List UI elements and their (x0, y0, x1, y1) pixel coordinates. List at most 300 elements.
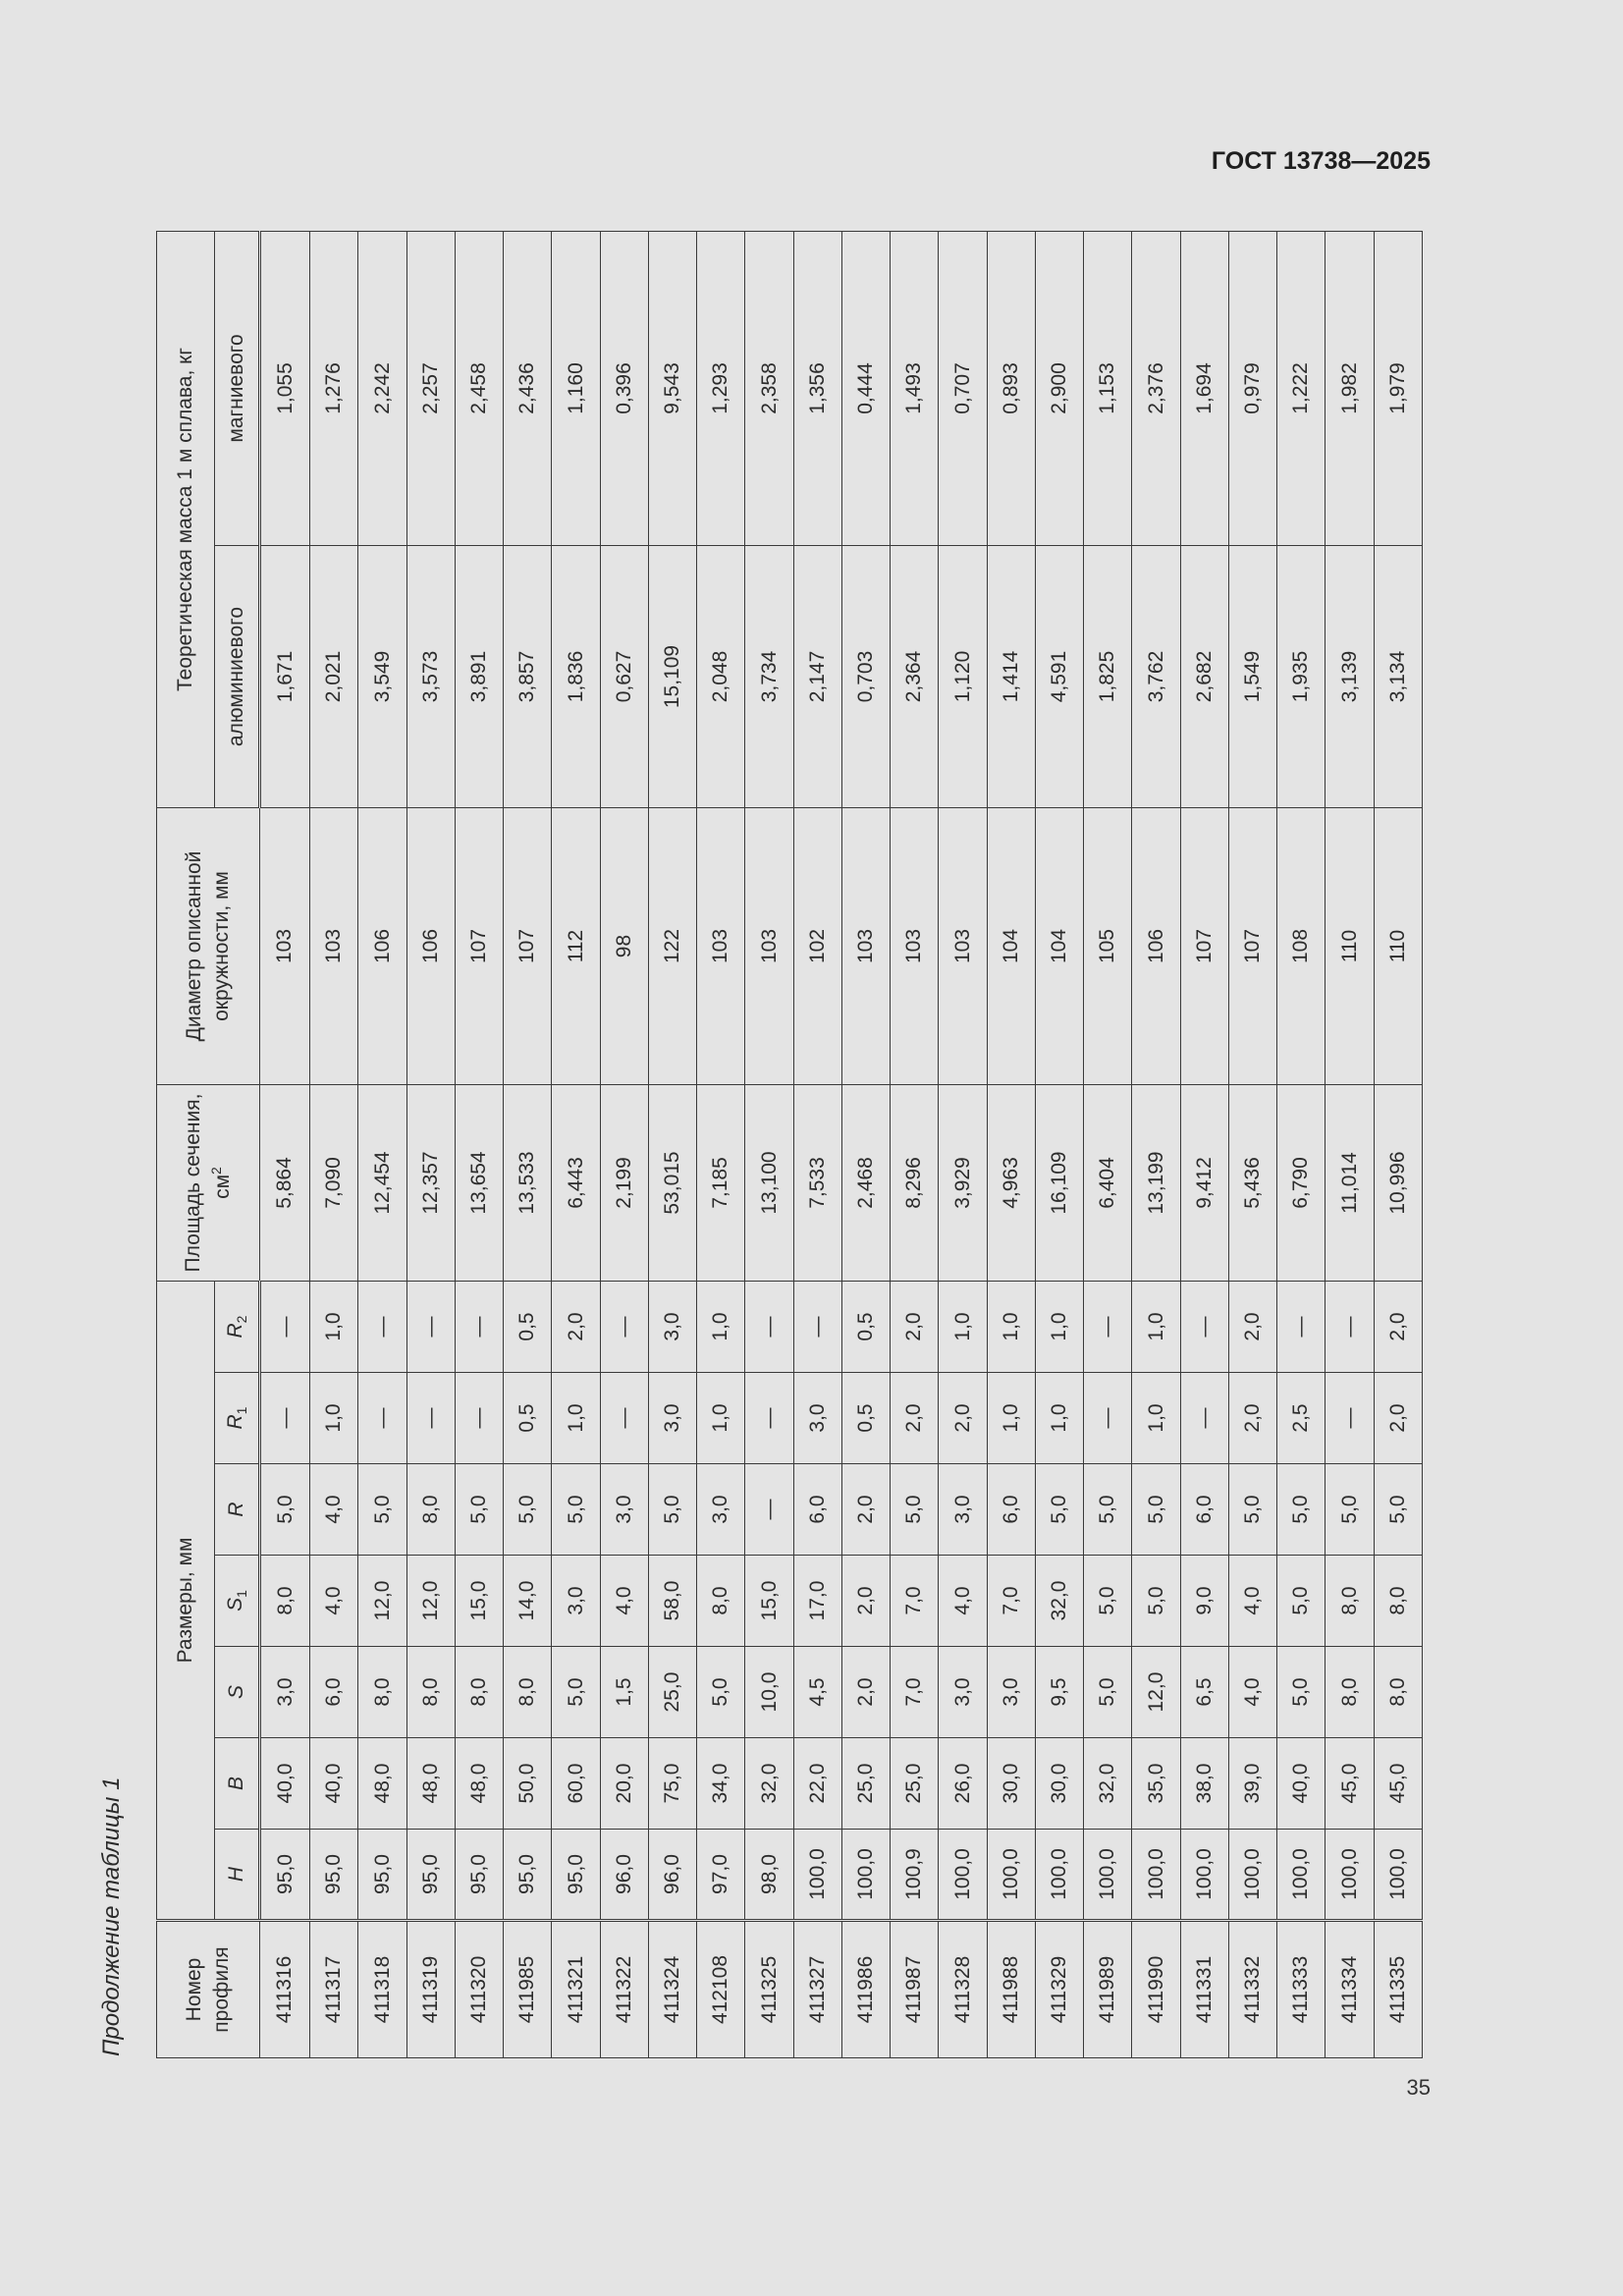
cell-h: 95,0 (455, 1830, 503, 1921)
cell-area: 13,100 (745, 1085, 793, 1282)
header-area (157, 1085, 260, 1282)
cell-s1: 17,0 (793, 1556, 841, 1647)
cell-diameter: 110 (1325, 808, 1374, 1085)
cell-area: 6,404 (1084, 1085, 1132, 1282)
cell-diameter: 107 (1180, 808, 1228, 1085)
cell-mass-aluminum: 2,021 (310, 546, 358, 808)
cell-area: 7,185 (697, 1085, 745, 1282)
cell-r1: — (1084, 1373, 1132, 1464)
cell-h: 100,0 (1228, 1830, 1276, 1921)
cell-r2: — (793, 1282, 841, 1373)
cell-r: 3,0 (939, 1464, 987, 1556)
cell-r2: 2,0 (891, 1282, 939, 1373)
rotated-table-frame (156, 232, 1423, 2058)
cell-mass-magnesium: 2,358 (745, 231, 793, 545)
table-row (455, 231, 503, 2057)
document-number: ГОСТ 13738—2025 (1211, 147, 1431, 175)
cell-r1: — (406, 1373, 455, 1464)
cell-mass-aluminum: 2,682 (1180, 546, 1228, 808)
cell-mass-aluminum: 1,671 (260, 546, 310, 808)
cell-b: 45,0 (1325, 1738, 1374, 1830)
table-row (1180, 231, 1228, 2057)
table-container (156, 232, 1423, 2058)
cell-s1: 4,0 (600, 1556, 648, 1647)
cell-s: 1,5 (600, 1647, 648, 1738)
cell-r: 5,0 (455, 1464, 503, 1556)
cell-diameter: 104 (1035, 808, 1083, 1085)
cell-b: 60,0 (552, 1738, 600, 1830)
cell-mass-aluminum: 2,048 (697, 546, 745, 808)
cell-r2: — (1084, 1282, 1132, 1373)
header-r: R (215, 1464, 260, 1556)
cell-mass-aluminum: 3,857 (504, 546, 552, 808)
cell-h: 100,0 (1035, 1830, 1083, 1921)
cell-s: 9,5 (1035, 1647, 1083, 1738)
cell-r2: 1,0 (939, 1282, 987, 1373)
cell-profile-number: 411990 (1132, 1921, 1180, 2058)
cell-h: 100,0 (1132, 1830, 1180, 1921)
cell-b: 34,0 (697, 1738, 745, 1830)
table-row (648, 231, 696, 2057)
cell-r2: 0,5 (841, 1282, 890, 1373)
cell-mass-aluminum: 1,935 (1277, 546, 1325, 808)
cell-r2: 0,5 (504, 1282, 552, 1373)
cell-mass-magnesium: 2,242 (358, 231, 406, 545)
cell-r2: 1,0 (1132, 1282, 1180, 1373)
cell-diameter: 108 (1277, 808, 1325, 1085)
cell-profile-number: 412108 (697, 1921, 745, 2058)
cell-area: 2,468 (841, 1085, 890, 1282)
cell-r1: 0,5 (841, 1373, 890, 1464)
cell-profile-number: 411331 (1180, 1921, 1228, 2058)
cell-profile-number: 411321 (552, 1921, 600, 2058)
cell-r1: 2,0 (891, 1373, 939, 1464)
header-r2-sub: 2 (234, 1315, 250, 1324)
cell-profile-number: 411328 (939, 1921, 987, 2058)
cell-mass-aluminum: 4,591 (1035, 546, 1083, 808)
cell-r1: — (1325, 1373, 1374, 1464)
cell-r: 5,0 (1132, 1464, 1180, 1556)
cell-b: 32,0 (745, 1738, 793, 1830)
cell-s: 8,0 (1325, 1647, 1374, 1738)
cell-r: 5,0 (1277, 1464, 1325, 1556)
header-profile-number: Номер профиля (157, 1921, 260, 2058)
cell-diameter: 103 (745, 808, 793, 1085)
cell-b: 75,0 (648, 1738, 696, 1830)
cell-r: 8,0 (406, 1464, 455, 1556)
header-mass: Теоретическая масса 1 м сплава, кг (157, 231, 215, 807)
table-row (310, 231, 358, 2057)
cell-s: 5,0 (552, 1647, 600, 1738)
table-row (891, 231, 939, 2057)
table-row (1325, 231, 1374, 2057)
cell-s: 4,0 (1228, 1647, 1276, 1738)
cell-r2: — (1325, 1282, 1374, 1373)
cell-r: 2,0 (841, 1464, 890, 1556)
cell-mass-magnesium: 1,356 (793, 231, 841, 545)
cell-s: 4,5 (793, 1647, 841, 1738)
cell-profile-number: 411322 (600, 1921, 648, 2058)
cell-b: 38,0 (1180, 1738, 1228, 1830)
cell-profile-number: 411988 (987, 1921, 1035, 2058)
cell-s: 25,0 (648, 1647, 696, 1738)
cell-profile-number: 411985 (504, 1921, 552, 2058)
cell-mass-magnesium: 2,900 (1035, 231, 1083, 545)
cell-s1: 8,0 (697, 1556, 745, 1647)
cell-h: 100,0 (1325, 1830, 1374, 1921)
cell-r1: 1,0 (987, 1373, 1035, 1464)
cell-area: 2,199 (600, 1085, 648, 1282)
cell-mass-aluminum: 3,139 (1325, 546, 1374, 808)
table-body (260, 231, 1423, 2057)
cell-mass-aluminum: 2,364 (891, 546, 939, 808)
cell-r: 6,0 (793, 1464, 841, 1556)
cell-s1: 4,0 (939, 1556, 987, 1647)
cell-mass-magnesium: 0,893 (987, 231, 1035, 545)
cell-profile-number: 411987 (891, 1921, 939, 2058)
cell-s: 10,0 (745, 1647, 793, 1738)
cell-r2: — (1277, 1282, 1325, 1373)
table-row (552, 231, 600, 2057)
cell-area: 6,443 (552, 1085, 600, 1282)
cell-area: 9,412 (1180, 1085, 1228, 1282)
cell-r2: 1,0 (1035, 1282, 1083, 1373)
header-r1-base: R (223, 1414, 246, 1430)
cell-diameter: 103 (891, 808, 939, 1085)
cell-h: 95,0 (406, 1830, 455, 1921)
cell-mass-aluminum: 2,147 (793, 546, 841, 808)
cell-r: 3,0 (600, 1464, 648, 1556)
cell-s1: 15,0 (455, 1556, 503, 1647)
cell-r1: 3,0 (648, 1373, 696, 1464)
cell-r2: 2,0 (1228, 1282, 1276, 1373)
cell-s1: 32,0 (1035, 1556, 1083, 1647)
cell-b: 22,0 (793, 1738, 841, 1830)
cell-r: 5,0 (891, 1464, 939, 1556)
cell-r2: — (406, 1282, 455, 1373)
cell-mass-magnesium: 0,979 (1228, 231, 1276, 545)
cell-r1: — (455, 1373, 503, 1464)
cell-r: 5,0 (358, 1464, 406, 1556)
cell-s: 7,0 (891, 1647, 939, 1738)
cell-mass-magnesium: 1,694 (1180, 231, 1228, 545)
table-caption: Продолжение таблицы 1 (98, 1777, 125, 2056)
cell-profile-number: 411333 (1277, 1921, 1325, 2058)
cell-s: 3,0 (987, 1647, 1035, 1738)
cell-h: 100,0 (1374, 1830, 1422, 1921)
cell-s1: 2,0 (841, 1556, 890, 1647)
cell-mass-magnesium: 0,444 (841, 231, 890, 545)
cell-r: 6,0 (1180, 1464, 1228, 1556)
cell-s1: 12,0 (358, 1556, 406, 1647)
cell-area: 16,109 (1035, 1085, 1083, 1282)
cell-mass-aluminum: 1,836 (552, 546, 600, 808)
cell-profile-number: 411317 (310, 1921, 358, 2058)
cell-area: 7,090 (310, 1085, 358, 1282)
header-dimensions: Размеры, мм (157, 1282, 215, 1921)
cell-r1: 1,0 (1035, 1373, 1083, 1464)
cell-area: 12,357 (406, 1085, 455, 1282)
cell-r: 5,0 (1035, 1464, 1083, 1556)
cell-r1: — (1180, 1373, 1228, 1464)
cell-s: 8,0 (406, 1647, 455, 1738)
cell-s1: 4,0 (310, 1556, 358, 1647)
cell-b: 25,0 (841, 1738, 890, 1830)
table-row (793, 231, 841, 2057)
cell-profile-number: 411318 (358, 1921, 406, 2058)
cell-r1: 1,0 (552, 1373, 600, 1464)
cell-profile-number: 411319 (406, 1921, 455, 2058)
cell-b: 40,0 (1277, 1738, 1325, 1830)
cell-area: 13,199 (1132, 1085, 1180, 1282)
cell-diameter: 103 (841, 808, 890, 1085)
cell-mass-magnesium: 9,543 (648, 231, 696, 545)
cell-diameter: 106 (1132, 808, 1180, 1085)
cell-s1: 5,0 (1132, 1556, 1180, 1647)
cell-area: 4,963 (987, 1085, 1035, 1282)
header-s1-base: S (223, 1597, 246, 1612)
cell-area: 7,533 (793, 1085, 841, 1282)
cell-r: 3,0 (697, 1464, 745, 1556)
cell-r1: 1,0 (697, 1373, 745, 1464)
cell-area: 13,533 (504, 1085, 552, 1282)
cell-h: 100,9 (891, 1830, 939, 1921)
cell-s1: 8,0 (1374, 1556, 1422, 1647)
cell-mass-magnesium: 0,396 (600, 231, 648, 545)
cell-area: 10,996 (1374, 1085, 1422, 1282)
cell-mass-aluminum: 3,762 (1132, 546, 1180, 808)
table-row (358, 231, 406, 2057)
cell-mass-aluminum: 1,414 (987, 546, 1035, 808)
cell-r: 5,0 (552, 1464, 600, 1556)
cell-b: 45,0 (1374, 1738, 1422, 1830)
cell-s: 5,0 (697, 1647, 745, 1738)
header-area-sup: 2 (208, 1167, 224, 1175)
cell-mass-aluminum: 3,891 (455, 546, 503, 808)
cell-area: 12,454 (358, 1085, 406, 1282)
cell-r1: 1,0 (1132, 1373, 1180, 1464)
cell-area: 8,296 (891, 1085, 939, 1282)
cell-b: 30,0 (1035, 1738, 1083, 1830)
table-row (745, 231, 793, 2057)
cell-diameter: 110 (1374, 808, 1422, 1085)
table-row (1084, 231, 1132, 2057)
cell-r2: — (745, 1282, 793, 1373)
cell-diameter: 106 (358, 808, 406, 1085)
cell-h: 95,0 (504, 1830, 552, 1921)
cell-s: 6,0 (310, 1647, 358, 1738)
header-r2-base: R (223, 1323, 246, 1339)
table-row (504, 231, 552, 2057)
cell-diameter: 107 (455, 808, 503, 1085)
header-r1-sub: 1 (234, 1406, 250, 1415)
cell-h: 95,0 (552, 1830, 600, 1921)
cell-r: 5,0 (1374, 1464, 1422, 1556)
table-row (1035, 231, 1083, 2057)
cell-profile-number: 411332 (1228, 1921, 1276, 2058)
cell-h: 100,0 (793, 1830, 841, 1921)
cell-s1: 4,0 (1228, 1556, 1276, 1647)
cell-s1: 15,0 (745, 1556, 793, 1647)
cell-b: 30,0 (987, 1738, 1035, 1830)
cell-r2: 3,0 (648, 1282, 696, 1373)
cell-s: 2,0 (841, 1647, 890, 1738)
header-h: H (215, 1830, 260, 1921)
header-s1 (215, 1556, 260, 1647)
cell-r: 5,0 (1084, 1464, 1132, 1556)
cell-r1: 0,5 (504, 1373, 552, 1464)
cell-h: 100,0 (987, 1830, 1035, 1921)
cell-mass-aluminum: 3,734 (745, 546, 793, 808)
cell-mass-aluminum: 3,573 (406, 546, 455, 808)
cell-mass-magnesium: 2,458 (455, 231, 503, 545)
cell-diameter: 105 (1084, 808, 1132, 1085)
table-row (1277, 231, 1325, 2057)
cell-s1: 58,0 (648, 1556, 696, 1647)
cell-b: 48,0 (406, 1738, 455, 1830)
cell-b: 20,0 (600, 1738, 648, 1830)
cell-s: 8,0 (504, 1647, 552, 1738)
table-row (1374, 231, 1422, 2057)
cell-mass-magnesium: 1,982 (1325, 231, 1374, 545)
cell-profile-number: 411325 (745, 1921, 793, 2058)
cell-profile-number: 411335 (1374, 1921, 1422, 2058)
header-r2 (215, 1282, 260, 1373)
cell-diameter: 103 (260, 808, 310, 1085)
cell-r1: — (358, 1373, 406, 1464)
cell-r: — (745, 1464, 793, 1556)
cell-s1: 8,0 (260, 1556, 310, 1647)
cell-mass-magnesium: 1,276 (310, 231, 358, 545)
cell-b: 25,0 (891, 1738, 939, 1830)
cell-s: 5,0 (1277, 1647, 1325, 1738)
cell-r1: — (745, 1373, 793, 1464)
cell-diameter: 103 (939, 808, 987, 1085)
cell-h: 100,0 (1084, 1830, 1132, 1921)
cell-h: 100,0 (841, 1830, 890, 1921)
cell-diameter: 103 (310, 808, 358, 1085)
cell-r2: 2,0 (552, 1282, 600, 1373)
cell-r: 4,0 (310, 1464, 358, 1556)
cell-area: 5,864 (260, 1085, 310, 1282)
cell-diameter: 102 (793, 808, 841, 1085)
cell-diameter: 107 (1228, 808, 1276, 1085)
cell-h: 100,0 (1180, 1830, 1228, 1921)
cell-b: 35,0 (1132, 1738, 1180, 1830)
header-b: B (215, 1738, 260, 1830)
table-row (1132, 231, 1180, 2057)
cell-b: 39,0 (1228, 1738, 1276, 1830)
cell-r1: 3,0 (793, 1373, 841, 1464)
cell-r2: 2,0 (1374, 1282, 1422, 1373)
cell-b: 50,0 (504, 1738, 552, 1830)
cell-r2: — (358, 1282, 406, 1373)
cell-diameter: 104 (987, 808, 1035, 1085)
cell-s: 8,0 (358, 1647, 406, 1738)
table-row (406, 231, 455, 2057)
cell-mass-aluminum: 3,134 (1374, 546, 1422, 808)
cell-mass-magnesium: 1,293 (697, 231, 745, 545)
cell-r2: — (600, 1282, 648, 1373)
cell-b: 32,0 (1084, 1738, 1132, 1830)
table-row (260, 231, 310, 2057)
cell-profile-number: 411329 (1035, 1921, 1083, 2058)
table-row (987, 231, 1035, 2057)
cell-mass-magnesium: 1,153 (1084, 231, 1132, 545)
cell-r1: 2,0 (1228, 1373, 1276, 1464)
cell-mass-aluminum: 1,120 (939, 546, 987, 808)
cell-mass-magnesium: 1,160 (552, 231, 600, 545)
cell-s: 3,0 (260, 1647, 310, 1738)
cell-s: 3,0 (939, 1647, 987, 1738)
table-row (1228, 231, 1276, 2057)
cell-profile-number: 411324 (648, 1921, 696, 2058)
cell-area: 5,436 (1228, 1085, 1276, 1282)
cell-r: 5,0 (260, 1464, 310, 1556)
cell-profile-number: 411320 (455, 1921, 503, 2058)
page-number: 35 (1406, 2075, 1431, 2100)
cell-mass-magnesium: 1,222 (1277, 231, 1325, 545)
cell-profile-number: 411316 (260, 1921, 310, 2058)
cell-s1: 5,0 (1277, 1556, 1325, 1647)
cell-mass-magnesium: 1,979 (1374, 231, 1422, 545)
cell-profile-number: 411334 (1325, 1921, 1374, 2058)
cell-s: 8,0 (455, 1647, 503, 1738)
table-row (841, 231, 890, 2057)
cell-s1: 7,0 (891, 1556, 939, 1647)
cell-profile-number: 411989 (1084, 1921, 1132, 2058)
cell-s: 6,5 (1180, 1647, 1228, 1738)
header-diameter: Диаметр описанной окружности, мм (157, 808, 260, 1085)
cell-area: 11,014 (1325, 1085, 1374, 1282)
cell-h: 100,0 (1277, 1830, 1325, 1921)
table-row (697, 231, 745, 2057)
profiles-table (156, 231, 1423, 2058)
cell-r1: 1,0 (310, 1373, 358, 1464)
cell-h: 96,0 (648, 1830, 696, 1921)
cell-h: 96,0 (600, 1830, 648, 1921)
cell-mass-aluminum: 0,627 (600, 546, 648, 808)
cell-diameter: 98 (600, 808, 648, 1085)
cell-r2: 1,0 (310, 1282, 358, 1373)
cell-r2: — (455, 1282, 503, 1373)
cell-r1: 2,0 (1374, 1373, 1422, 1464)
cell-h: 95,0 (358, 1830, 406, 1921)
cell-r: 5,0 (504, 1464, 552, 1556)
cell-profile-number: 411986 (841, 1921, 890, 2058)
cell-mass-aluminum: 1,825 (1084, 546, 1132, 808)
cell-r: 6,0 (987, 1464, 1035, 1556)
cell-area: 13,654 (455, 1085, 503, 1282)
cell-b: 48,0 (455, 1738, 503, 1830)
cell-b: 48,0 (358, 1738, 406, 1830)
header-magnesium: магниевого (215, 231, 260, 545)
table-row (600, 231, 648, 2057)
cell-mass-magnesium: 2,376 (1132, 231, 1180, 545)
cell-r2: — (1180, 1282, 1228, 1373)
cell-r2: 1,0 (987, 1282, 1035, 1373)
cell-mass-aluminum: 0,703 (841, 546, 890, 808)
cell-s1: 14,0 (504, 1556, 552, 1647)
cell-r: 5,0 (1228, 1464, 1276, 1556)
cell-h: 95,0 (260, 1830, 310, 1921)
cell-b: 40,0 (310, 1738, 358, 1830)
cell-profile-number: 411327 (793, 1921, 841, 2058)
cell-s1: 9,0 (1180, 1556, 1228, 1647)
cell-r2: 1,0 (697, 1282, 745, 1373)
header-area-text: Площадь сечения, см (181, 1093, 234, 1273)
cell-s: 8,0 (1374, 1647, 1422, 1738)
